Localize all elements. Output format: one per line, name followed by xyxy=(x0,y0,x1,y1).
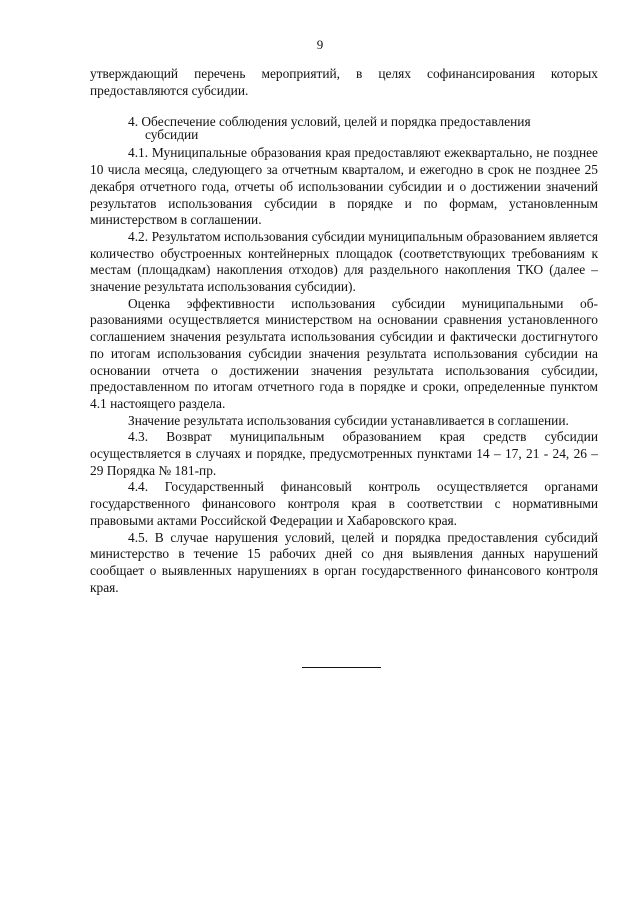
section-heading-line2: субсидии xyxy=(145,127,199,143)
paragraph-4-2: 4.2. Результатом использования субсидии муниципальным образованием является количество обустроенных контейнерных площадок (соответствующих требованиям к местам (площадкам) накопления отходов) для раздельного накопления ТКО (далее – значение результата использования субсидии). xyxy=(90,228,598,295)
paragraph-result-value: Значение результата использования субсидии устанавливается в соглашении. xyxy=(128,412,569,428)
paragraph-4-5: 4.5. В случае нарушения условий, целей и порядка предоставления субсидий министерство в течение 15 рабочих дней со дня выявления данных нарушений сообщает о выявленных нарушениях в орган государственного финансового контроля края. xyxy=(90,529,598,595)
intro-paragraph: утверждающий перечень мероприятий, в целях софинансирования которых предоставляются субсидии. xyxy=(90,66,598,98)
paragraph-4-1: 4.1. Муниципальные образования края предоставляют ежеквартально, не позднее 10 числа месяца, следующего за отчетным кварталом, и ежегодно в срок не позднее 25 декабря отчетного года, отчеты об использовании субсидии и о достижении значений результатов использования субсидии в порядке и по формам, установленным министерством в соглашении. xyxy=(90,145,598,228)
section-heading xyxy=(90,115,598,141)
closing-rule xyxy=(302,667,381,668)
section-heading-line1: 4. Обеспечение соблюдения условий, целей и порядка предоставления xyxy=(128,114,531,130)
document-body xyxy=(90,66,598,596)
paragraph-4-3: 4.3. Возврат муниципальным образованием края средств субсидии осуществляется в случаях и порядке, предусмотренных пунктами 14 – 17, 21 - 24, 26 – 29 Порядка № 181-пр. xyxy=(90,429,598,478)
paragraph-evaluation: Оценка эффективности использования субсидии муниципальными образованиями осуществляется министерством на основании сравнения установленного соглашением значения результата использования субсидии и фактически достигнутого по итогам использования субсидии значения результата использования субсидии на основании отчета о достижении значения результата использования субсидии, предоставленном по итогам отчетного года в порядке и сроки, определенные пунктом 4.1 настоящего раздела. xyxy=(90,295,598,411)
paragraph-4-4: 4.4. Государственный финансовый контроль осуществляется органами государственного финансового контроля края в соответствии с нормативными правовыми актами Российской Федерации и Хабаровского края. xyxy=(90,479,598,528)
page-number: 9 xyxy=(316,37,324,52)
